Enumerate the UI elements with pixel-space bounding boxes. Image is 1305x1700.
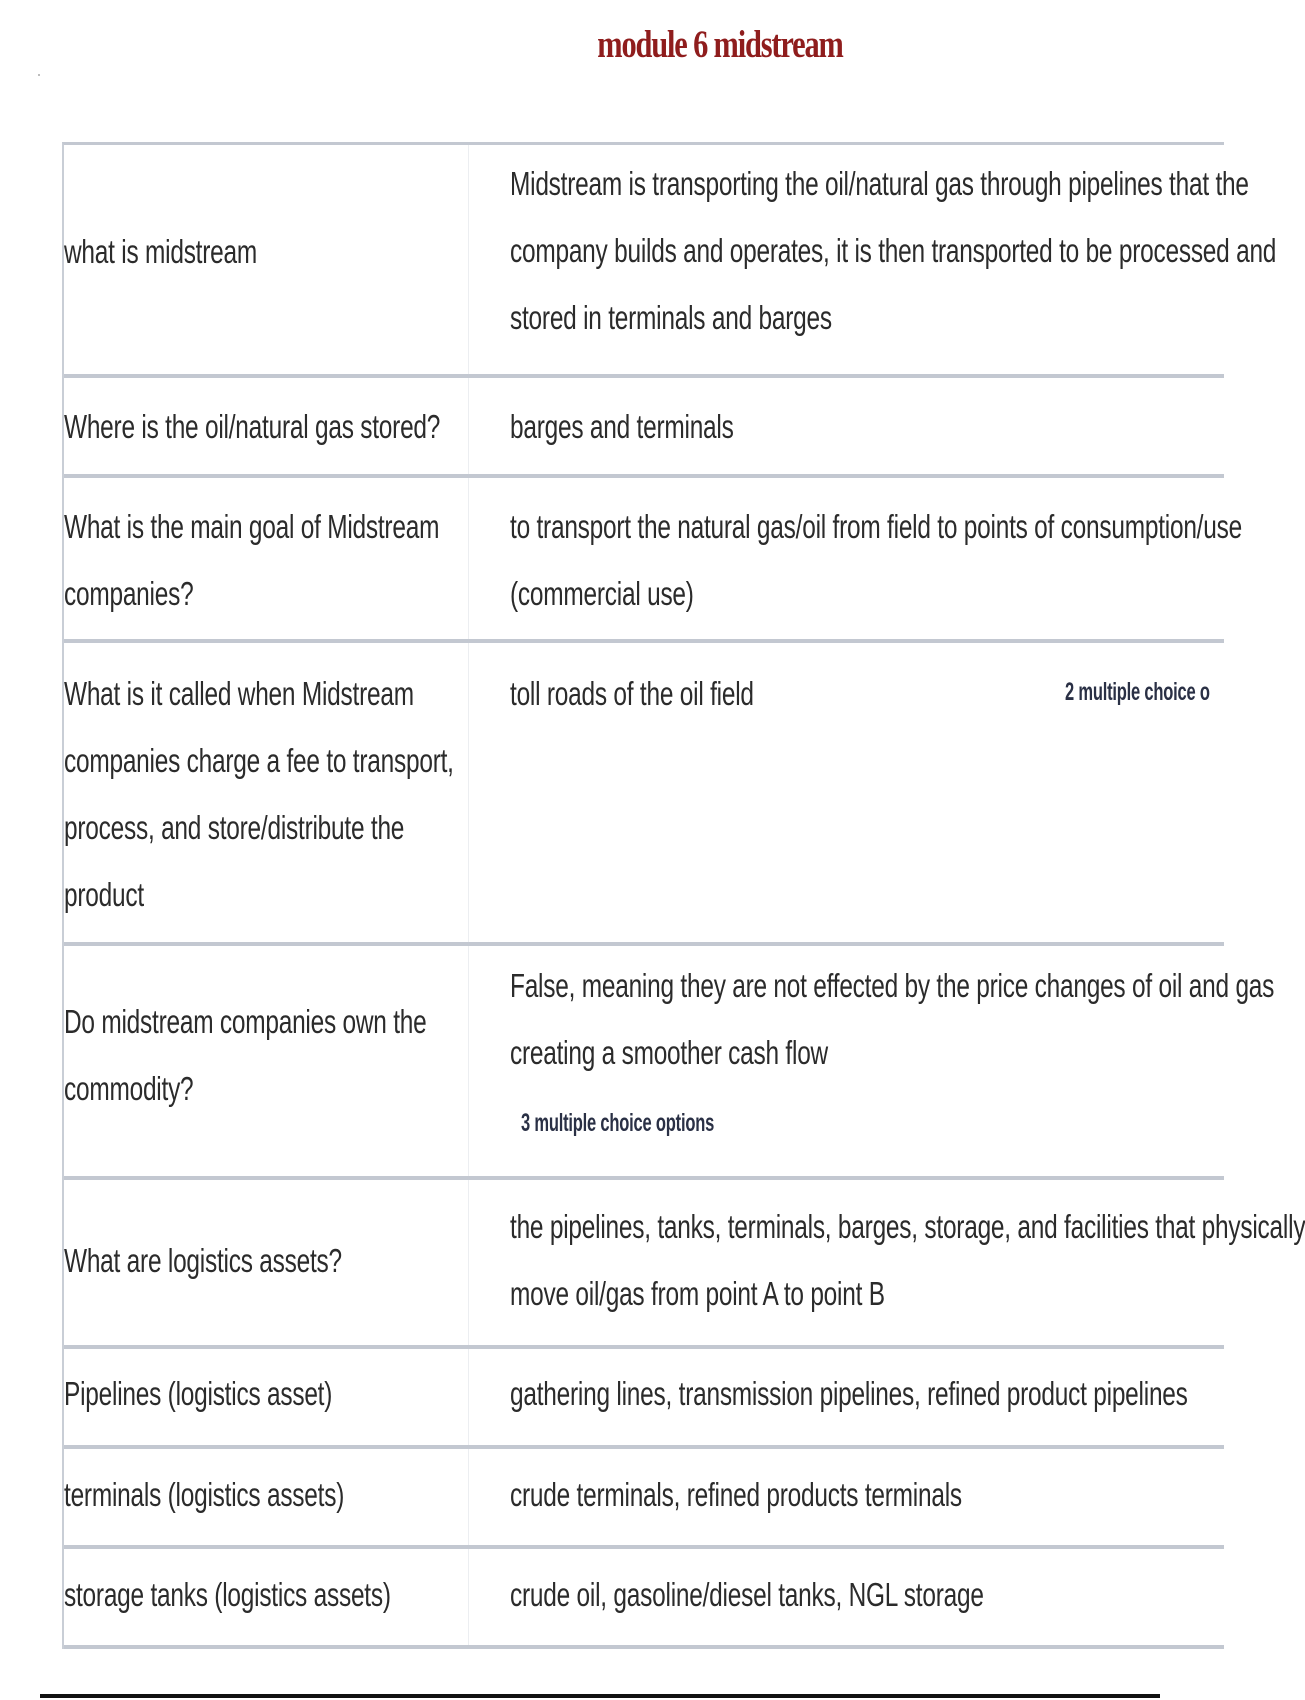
column-separator — [468, 478, 469, 639]
answer-line: crude oil, gasoline/diesel tanks, NGL storage — [510, 1576, 984, 1613]
answer-line: gathering lines, transmission pipelines, refined product pipelines — [510, 1375, 1188, 1412]
question-cell — [64, 1360, 332, 1427]
answer-line: barges and terminals — [510, 408, 734, 445]
table-row-pipelines — [64, 1349, 1224, 1449]
answer-cell — [510, 150, 1276, 351]
table-row-storage — [64, 378, 1224, 478]
table-row-toll-roads — [64, 643, 1224, 946]
question-line: What is the main goal of Midstream — [64, 508, 440, 545]
column-separator — [468, 378, 469, 474]
question-line: companies charge a fee to transport, — [64, 742, 454, 779]
column-separator — [468, 1180, 469, 1345]
question-line: product — [64, 876, 144, 913]
answer-line: Midstream is transporting the oil/natural gas through pipelines that the — [510, 165, 1249, 202]
answer-line: False, meaning they are not effected by the price changes of oil and gas — [510, 967, 1275, 1004]
handwritten-note: 2 multiple choice o — [1065, 678, 1210, 706]
page-title: module 6 midstream — [597, 23, 843, 66]
question-line: commodity? — [64, 1070, 194, 1107]
answer-cell — [510, 1360, 1188, 1427]
question-line: storage tanks (logistics assets) — [64, 1576, 391, 1613]
table-row-midstream — [64, 145, 1277, 378]
question-line: Pipelines (logistics asset) — [64, 1375, 333, 1412]
table-row-logistics-assets — [64, 1180, 1305, 1349]
answer-cell — [510, 952, 1274, 1086]
bottom-rule — [40, 1694, 1160, 1698]
answer-line: crude terminals, refined products terminals — [510, 1476, 962, 1513]
question-line: process, and store/distribute the — [64, 809, 405, 846]
question-cell — [64, 1561, 391, 1628]
question-line: What are logistics assets? — [64, 1242, 342, 1279]
answer-cell — [510, 1561, 984, 1628]
column-separator — [468, 1449, 469, 1545]
question-line: what is midstream — [64, 233, 258, 270]
question-cell — [64, 393, 440, 460]
handwritten-note: 3 multiple choice options — [521, 1109, 715, 1137]
answer-line: company builds and operates, it is then transported to be processed and — [510, 232, 1277, 269]
column-separator — [468, 1349, 469, 1445]
question-line: Do midstream companies own the — [64, 1003, 427, 1040]
table-row-storage-tanks — [64, 1549, 1224, 1649]
answer-cell — [510, 660, 754, 727]
column-separator — [468, 946, 469, 1176]
answer-cell — [510, 393, 734, 460]
question-line: Where is the oil/natural gas stored? — [64, 408, 441, 445]
table-row-terminals — [64, 1449, 1224, 1549]
table-row-own-commodity — [64, 946, 1275, 1180]
question-cell — [64, 988, 427, 1122]
answer-cell — [510, 1461, 962, 1528]
column-separator — [468, 1549, 469, 1645]
answer-line: creating a smoother cash flow — [510, 1034, 828, 1071]
column-separator — [468, 643, 469, 942]
question-cell — [64, 493, 439, 627]
question-cell — [64, 218, 257, 285]
answer-cell — [510, 493, 1242, 627]
answer-line: to transport the natural gas/oil from field to points of consumption/use — [510, 508, 1242, 545]
answer-line: toll roads of the oil field — [510, 675, 754, 712]
question-cell — [64, 660, 454, 928]
answer-line: the pipelines, tanks, terminals, barges, storage, and facilities that physically — [510, 1208, 1305, 1245]
question-line: What is it called when Midstream — [64, 675, 414, 712]
question-cell — [64, 1461, 344, 1528]
answer-cell — [510, 1193, 1305, 1327]
question-line: terminals (logistics assets) — [64, 1476, 345, 1513]
stray-mark — [38, 74, 40, 76]
answer-line: move oil/gas from point A to point B — [510, 1275, 885, 1312]
qa-table — [62, 142, 1305, 1649]
column-separator — [468, 145, 469, 374]
question-line: companies? — [64, 575, 194, 612]
answer-line: stored in terminals and barges — [510, 299, 832, 336]
table-row-main-goal — [64, 478, 1242, 643]
question-cell — [64, 1227, 342, 1294]
answer-line: (commercial use) — [510, 575, 694, 612]
